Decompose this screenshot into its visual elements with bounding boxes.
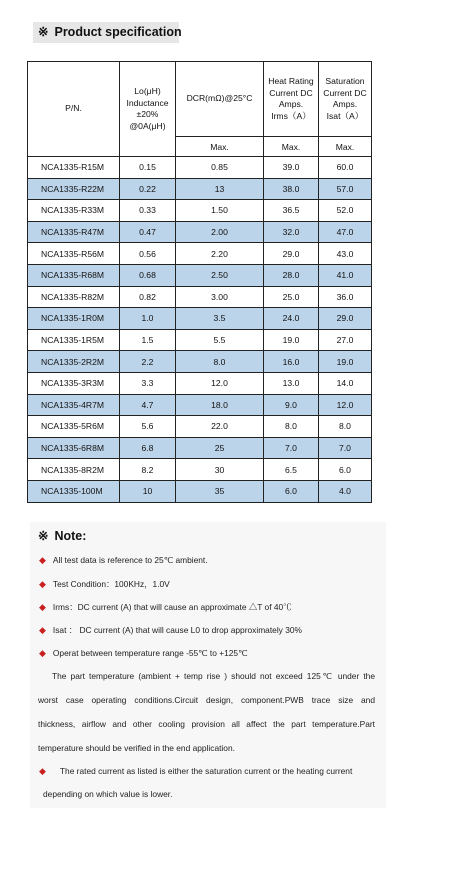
cell-irms: 19.0 [264,329,319,351]
cell-part-number: NCA1335-1R5M [28,329,120,351]
table-row [28,178,372,200]
cell-irms: 13.0 [264,372,319,394]
paragraph-line: worst case operating conditions.Circuit design, component.PWB trace size and [38,695,375,705]
table-row [28,286,372,308]
header-line: Isat（A） [326,110,364,121]
note-item [39,766,352,777]
cell-dcr: 2.00 [176,221,264,243]
cell-part-number: NCA1335-3R3M [28,372,120,394]
cell-dcr: 12.0 [176,372,264,394]
paragraph-line: temperature should be verified in the end application. [38,743,235,753]
cell-dcr: 22.0 [176,416,264,438]
cell-dcr: 35 [176,480,264,502]
header-max: Max. [319,137,372,157]
cell-irms: 6.0 [264,480,319,502]
cell-dcr: 13 [176,178,264,200]
cell-part-number: NCA1335-R68M [28,264,120,286]
table-row [28,480,372,502]
cell-isat: 52.0 [319,200,372,222]
cell-part-number: NCA1335-2R2M [28,351,120,373]
cell-inductance: 0.22 [120,178,176,200]
cell-isat: 41.0 [319,264,372,286]
table-row [28,264,372,286]
cell-isat: 4.0 [319,480,372,502]
cell-irms: 24.0 [264,308,319,330]
note-text: Test Condition：100KHz，1.0V [52,579,170,589]
header-max: Max. [176,137,264,157]
cell-part-number: NCA1335-R82M [28,286,120,308]
header-line: Amps. [332,99,358,109]
cell-isat: 6.0 [319,459,372,481]
cell-part-number: NCA1335-4R7M [28,394,120,416]
table-row [28,372,372,394]
cell-irms: 6.5 [264,459,319,481]
diamond-bullet-icon: ◆ [39,555,46,565]
header-line: Saturation [325,76,365,86]
table-row [28,437,372,459]
cell-isat: 36.0 [319,286,372,308]
cell-inductance: 10 [120,480,176,502]
table-row [28,200,372,222]
cell-inductance: 4.7 [120,394,176,416]
cell-isat: 8.0 [319,416,372,438]
cell-part-number: NCA1335-R15M [28,157,120,179]
note-item [39,555,208,566]
note-heading [38,528,86,543]
paragraph-line: depending on which value is lower. [43,789,173,799]
note-item [39,601,292,613]
header-max: Max. [264,137,319,157]
cell-isat: 14.0 [319,372,372,394]
cell-isat: 29.0 [319,308,372,330]
table-row [28,221,372,243]
note-title: Note: [54,529,87,543]
cell-inductance: 0.33 [120,200,176,222]
cell-isat: 27.0 [319,329,372,351]
cell-isat: 19.0 [319,351,372,373]
diamond-bullet-icon: ◆ [39,625,46,635]
table-row [28,416,372,438]
notes-panel [30,522,386,808]
cell-inductance: 2.2 [120,351,176,373]
cell-part-number: NCA1335-8R2M [28,459,120,481]
cell-irms: 28.0 [264,264,319,286]
cell-part-number: NCA1335-6R8M [28,437,120,459]
cell-dcr: 3.00 [176,286,264,308]
cell-dcr: 30 [176,459,264,481]
diamond-bullet-icon: ◆ [39,579,46,589]
spec-table [27,61,372,503]
cell-part-number: NCA1335-R22M [28,178,120,200]
cell-dcr: 8.0 [176,351,264,373]
note-item [39,624,302,636]
header-line: Amps. [278,99,304,109]
paragraph-line: The part temperature (ambient + temp rise ) should not exceed 125℃ under the [52,671,375,681]
cell-inductance: 0.82 [120,286,176,308]
cell-inductance: 1.5 [120,329,176,351]
diamond-bullet-icon: ◆ [39,602,46,612]
cell-inductance: 0.56 [120,243,176,265]
cell-irms: 7.0 [264,437,319,459]
reference-mark-icon: ※ [38,529,49,543]
cell-part-number: NCA1335-R56M [28,243,120,265]
cell-dcr: 2.50 [176,264,264,286]
cell-irms: 36.5 [264,200,319,222]
header-line: Irms（A） [271,110,311,121]
cell-part-number: NCA1335-R33M [28,200,120,222]
header-line: Current DC [323,87,367,98]
note-item [39,578,170,590]
table-row [28,243,372,265]
table-row [28,394,372,416]
cell-dcr: 0.85 [176,157,264,179]
cell-irms: 32.0 [264,221,319,243]
cell-part-number: NCA1335-100M [28,480,120,502]
cell-isat: 47.0 [319,221,372,243]
header-dcr: DCR(mΩ)@25°C [176,62,264,137]
cell-irms: 39.0 [264,157,319,179]
header-inductance [120,62,176,157]
note-text: The rated current as listed is either the saturation current or the heating current [59,766,353,776]
cell-dcr: 18.0 [176,394,264,416]
cell-inductance: 0.68 [120,264,176,286]
header-line: Inductance [126,97,169,108]
cell-dcr: 2.20 [176,243,264,265]
table-header-row [28,62,372,137]
cell-isat: 60.0 [319,157,372,179]
cell-irms: 8.0 [264,416,319,438]
cell-inductance: 0.47 [120,221,176,243]
cell-irms: 29.0 [264,243,319,265]
table-row [28,459,372,481]
cell-inductance: 6.8 [120,437,176,459]
cell-inductance: 3.3 [120,372,176,394]
cell-dcr: 1.50 [176,200,264,222]
paragraph-line: thickness, airflow and other cooling provision all affect the part temperature.Part [38,719,375,729]
table-row [28,308,372,330]
header-line: @0A(μH) [129,120,166,131]
cell-part-number: NCA1335-1R0M [28,308,120,330]
cell-isat: 7.0 [319,437,372,459]
header-line: Lo(μH) [134,86,161,96]
cell-inductance: 1.0 [120,308,176,330]
cell-inductance: 0.15 [120,157,176,179]
diamond-bullet-icon: ◆ [39,766,46,776]
cell-irms: 16.0 [264,351,319,373]
reference-mark-icon: ※ [38,25,49,39]
header-line: ±20% [136,109,159,119]
note-text: Operat between temperature range -55℃ to +125℃ [52,648,248,658]
table-row [28,351,372,373]
cell-part-number: NCA1335-5R6M [28,416,120,438]
note-text: Isat ： DC current (A) that will cause L0 to drop approximately 30% [52,625,302,635]
section-title-text: Product specification [54,25,182,39]
cell-irms: 38.0 [264,178,319,200]
cell-inductance: 8.2 [120,459,176,481]
diamond-bullet-icon: ◆ [39,648,46,658]
header-line: Current DC [269,87,313,98]
header-heat-rating [264,62,319,137]
table-row [28,329,372,351]
cell-inductance: 5.6 [120,416,176,438]
cell-irms: 9.0 [264,394,319,416]
section-title [33,22,182,43]
cell-irms: 25.0 [264,286,319,308]
cell-dcr: 25 [176,437,264,459]
cell-part-number: NCA1335-R47M [28,221,120,243]
cell-isat: 43.0 [319,243,372,265]
note-item [39,648,248,659]
note-text: Irms：DC current (A) that will cause an approximate △T of 40℃ [52,602,292,612]
table-row [28,157,372,179]
cell-dcr: 3.5 [176,308,264,330]
header-saturation [319,62,372,137]
cell-dcr: 5.5 [176,329,264,351]
header-pn: P/N. [28,62,120,157]
header-line: Heat Rating [268,76,314,86]
cell-isat: 12.0 [319,394,372,416]
note-text: All test data is reference to 25℃ ambient. [52,555,208,565]
cell-isat: 57.0 [319,178,372,200]
